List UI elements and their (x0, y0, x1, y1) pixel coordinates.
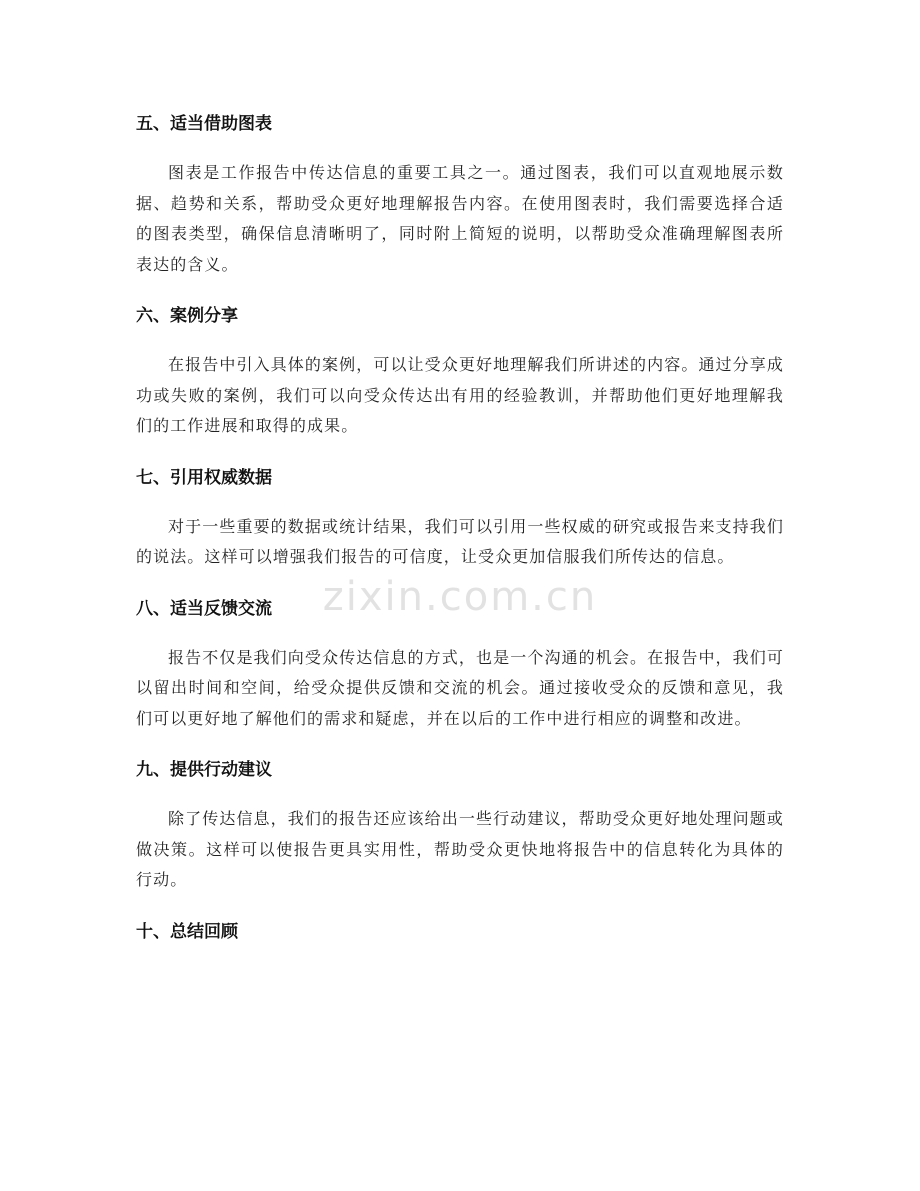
section-5 (136, 104, 784, 280)
section-paragraph: 对于一些重要的数据或统计结果，我们可以引用一些权威的研究或报告来支持我们的说法。这样可以增强我们报告的可信度，让受众更加信服我们所传达的信息。 (136, 516, 784, 566)
document-body (136, 104, 784, 966)
section-8 (136, 589, 784, 735)
section-heading: 九、提供行动建议 (136, 760, 272, 780)
section-paragraph: 图表是工作报告中传达信息的重要工具之一。通过图表，我们可以直观地展示数据、趋势和关系，帮助受众更好地理解报告内容。在使用图表时，我们需要选择合适的图表类型，确保信息清晰明了，同时附上简短的说明，以帮助受众准确理解图表所表达的含义。 (136, 163, 784, 274)
section-heading: 十、总结回顾 (136, 921, 238, 942)
section-paragraph: 在报告中引入具体的案例，可以让受众更好地理解我们所讲述的内容。通过分享成功或失败的案例，我们可以向受众传达出有用的经验教训，并帮助他们更好地理解我们的工作进展和取得的成果。 (136, 355, 784, 435)
watermark: zixin.com.cn (322, 574, 598, 620)
section-10 (136, 912, 784, 952)
section-heading: 五、适当借助图表 (136, 114, 272, 134)
section-7 (136, 458, 784, 573)
section-heading: 六、案例分享 (136, 306, 238, 326)
section-heading: 七、引用权威数据 (136, 467, 272, 488)
section-paragraph: 除了传达信息，我们的报告还应该给出一些行动建议，帮助受众更好地处理问题或做决策。这样可以使报告更具实用性，帮助受众更快地将报告中的信息转化为具体的行动。 (136, 809, 784, 889)
section-paragraph: 报告不仅是我们向受众传达信息的方式，也是一个沟通的机会。在报告中，我们可以留出时间和空间，给受众提供反馈和交流的机会。通过接收受众的反馈和意见，我们可以更好地了解他们的需求和疑虑，并在以后的工作中进行相应的调整和改进。 (136, 647, 784, 728)
section-9 (136, 750, 784, 896)
section-6 (136, 296, 784, 442)
section-heading: 八、适当反馈交流 (136, 598, 272, 619)
